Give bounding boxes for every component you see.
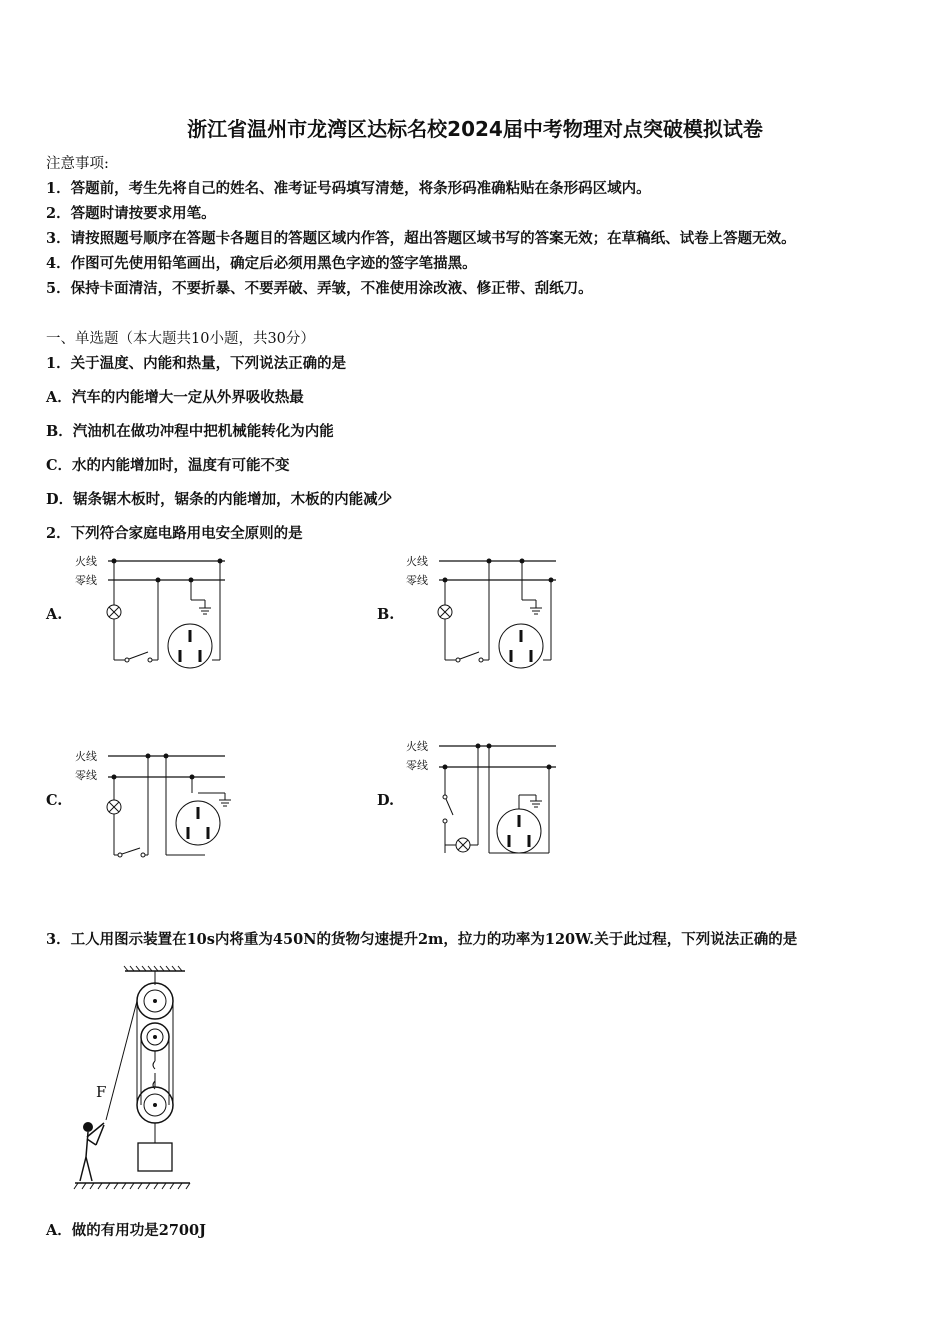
circuit-diagram-a — [70, 550, 240, 675]
fire-wire-label: 火线 — [406, 555, 428, 568]
notice-heading: 注意事项: — [46, 156, 109, 172]
q1-option-d: D．锯条锯木板时，锯条的内能增加，木板的内能减少 — [46, 491, 393, 508]
circuit-diagram-b — [401, 550, 571, 675]
force-label: F — [96, 1083, 107, 1101]
circuit-diagram-c — [70, 745, 245, 865]
neutral-wire-label: 零线 — [406, 759, 428, 772]
fire-wire-label: 火线 — [75, 750, 97, 763]
notice-item-3: 3．请按照题号顺序在答题卡各题目的答题区域内作答，超出答题区域书写的答案无效；在草稿纸、试卷上答题无效。 — [46, 230, 796, 247]
q2-label-c: C. — [46, 792, 63, 809]
q3-option-a: A．做的有用功是2700J — [46, 1222, 206, 1239]
notice-item-5: 5．保持卡面清洁，不要折暴、不要弄破、弄皱，不准使用涂改液、修正带、刮纸刀。 — [46, 280, 593, 297]
neutral-wire-label: 零线 — [75, 574, 97, 587]
notice-item-4: 4．作图可先使用铅笔画出，确定后必须用黑色字迹的签字笔描黑。 — [46, 255, 477, 272]
q2-label-b: B. — [377, 606, 395, 623]
q1-option-c: C．水的内能增加时，温度有可能不变 — [46, 457, 290, 474]
notice-item-1: 1．答题前，考生先将自己的姓名、准考证号码填写清楚，将条形码准确粘贴在条形码区域内。 — [46, 180, 651, 197]
q3-stem: 3．工人用图示装置在10s内将重为450N的货物匀速提升2m，拉力的功率为120W.关于此过程，下列说法正确的是 — [46, 931, 798, 948]
q2-label-a: A. — [46, 606, 63, 623]
neutral-wire-label: 零线 — [75, 769, 97, 782]
pulley-diagram — [70, 965, 200, 1195]
page-title: 浙江省温州市龙湾区达标名校2024届中考物理对点突破模拟试卷 — [187, 117, 763, 141]
q2-stem: 2．下列符合家庭电路用电安全原则的是 — [46, 525, 303, 542]
q1-option-b: B．汽油机在做功冲程中把机械能转化为内能 — [46, 423, 334, 440]
neutral-wire-label: 零线 — [406, 574, 428, 587]
q2-label-d: D. — [377, 792, 395, 809]
fire-wire-label: 火线 — [406, 740, 428, 753]
q1-stem: 1．关于温度、内能和热量，下列说法正确的是 — [46, 355, 347, 372]
fire-wire-label: 火线 — [75, 555, 97, 568]
notice-item-2: 2．答题时请按要求用笔。 — [46, 205, 216, 222]
section-heading: 一、单选题（本大题共10小题，共30分） — [46, 331, 315, 347]
q1-option-a: A．汽车的内能增大一定从外界吸收热最 — [46, 389, 304, 406]
circuit-diagram-d — [401, 735, 571, 860]
